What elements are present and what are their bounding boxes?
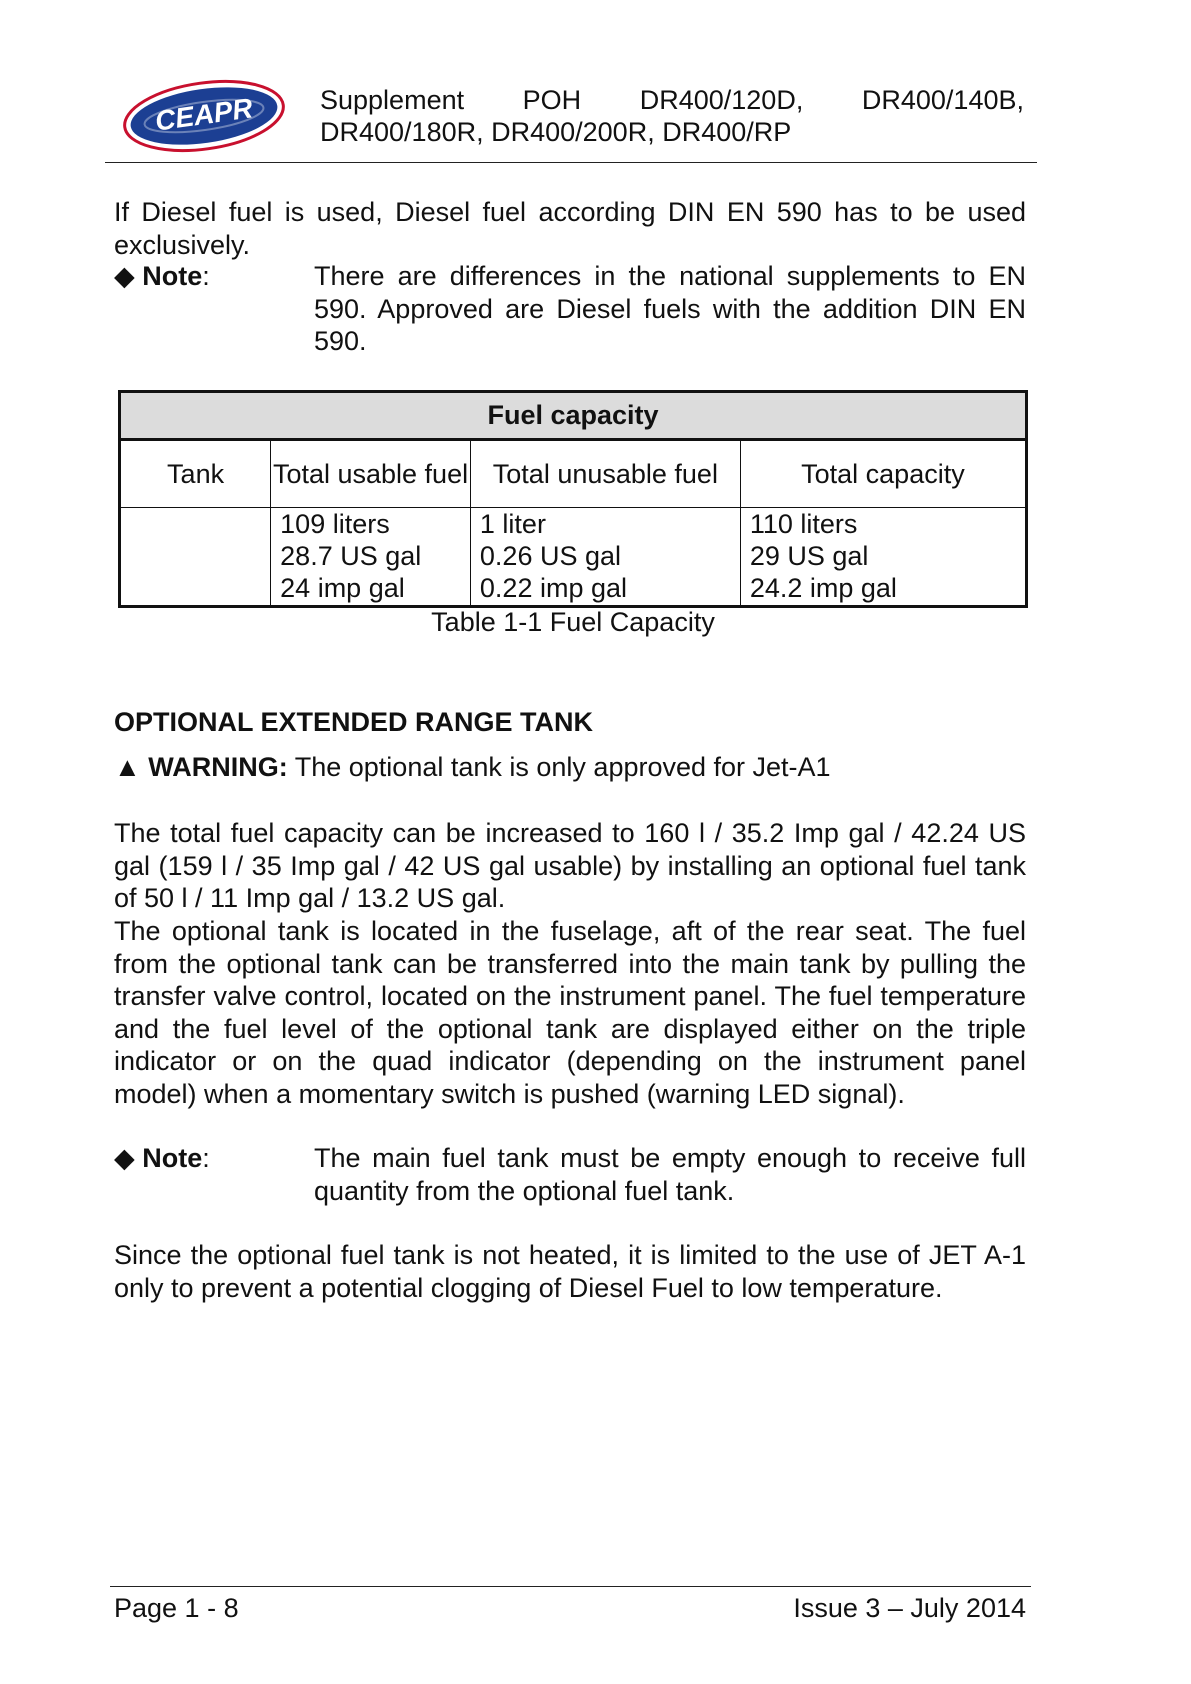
diamond-icon: ◆ bbox=[114, 261, 135, 291]
column-header-tank: Tank bbox=[120, 440, 271, 508]
location-paragraph: The optional tank is located in the fuselage, aft of the rear seat. The fuel from the optional tank can be transferred into the main tank by pulling the transfer valve control, located on the instrument panel. The fuel temperature and the fuel level of the optional tank are displayed either on the triple indicator or on the quad indicator (depending on the instrument panel model) when a momentary switch is pushed (warning LED signal). bbox=[114, 916, 1026, 1109]
value-line: 110 liters bbox=[749, 509, 858, 539]
diamond-icon: ◆ bbox=[114, 1143, 135, 1173]
cell-usable bbox=[271, 508, 471, 607]
warning-label: WARNING: bbox=[148, 752, 288, 782]
header-divider bbox=[105, 162, 1037, 163]
page-number: Page 1 - 8 bbox=[114, 1593, 239, 1623]
note-text: The main fuel tank must be empty enough to receive full quantity from the optional fuel tank. bbox=[314, 1143, 1026, 1206]
value-line: 28.7 US gal bbox=[280, 541, 422, 571]
table-caption: Table 1-1 Fuel Capacity bbox=[431, 607, 715, 637]
note-label-text: Note bbox=[142, 261, 203, 291]
header-word: DR400/120D, bbox=[639, 85, 804, 115]
section-title: OPTIONAL EXTENDED RANGE TANK bbox=[114, 707, 594, 737]
diesel-paragraph: If Diesel fuel is used, Diesel fuel according DIN EN 590 has to be used exclusively. bbox=[114, 197, 1026, 260]
header-word: POH bbox=[522, 85, 582, 115]
note-colon: : bbox=[202, 1143, 210, 1173]
value-line: 0.22 imp gal bbox=[479, 573, 627, 603]
value-line: 1 liter bbox=[479, 509, 546, 539]
issue-date: Issue 3 – July 2014 bbox=[793, 1593, 1026, 1623]
note-colon: : bbox=[202, 261, 210, 291]
note-label bbox=[114, 1142, 210, 1175]
value-line: 0.26 US gal bbox=[479, 541, 621, 571]
header-title-line1 bbox=[320, 84, 1024, 116]
note-text: There are differences in the national supplements to EN 590. Approved are Diesel fuels with the addition DIN EN 590. bbox=[314, 261, 1026, 356]
note-label bbox=[114, 260, 210, 293]
footer-divider bbox=[110, 1586, 1031, 1587]
value-line: 24.2 imp gal bbox=[749, 573, 897, 603]
table-title: Fuel capacity bbox=[120, 392, 1027, 440]
header-word: DR400/140B, bbox=[861, 85, 1024, 115]
ceapr-logo bbox=[120, 78, 288, 154]
column-header-usable: Total usable fuel bbox=[271, 440, 471, 508]
value-line: 29 US gal bbox=[749, 541, 869, 571]
column-header-capacity: Total capacity bbox=[740, 440, 1026, 508]
header-word: Supplement bbox=[320, 85, 465, 115]
warning-line bbox=[114, 752, 831, 783]
cell-unusable bbox=[470, 508, 740, 607]
warning-triangle-icon: ▲ bbox=[114, 752, 141, 782]
fuel-capacity-table bbox=[118, 390, 1028, 608]
value-line: 109 liters bbox=[280, 509, 390, 539]
value-line: 24 imp gal bbox=[280, 573, 405, 603]
note-label-text: Note bbox=[142, 1143, 203, 1173]
cell-tank bbox=[120, 508, 271, 607]
logo-text: CEAPR bbox=[153, 92, 255, 137]
limitation-paragraph: Since the optional fuel tank is not heated, it is limited to the use of JET A-1 only to prevent a potential clogging of Diesel Fuel to low temperature. bbox=[114, 1240, 1026, 1303]
warning-text: The optional tank is only approved for Jet-A1 bbox=[294, 752, 831, 782]
header-title-line2: DR400/180R, DR400/200R, DR400/RP bbox=[320, 117, 792, 147]
column-header-unusable: Total unusable fuel bbox=[470, 440, 740, 508]
capacity-paragraph: The total fuel capacity can be increased to 160 l / 35.2 Imp gal / 42.24 US gal (159 l / 35 Imp gal / 42 US gal usable) by installing an optional fuel tank of 50 l / 11 Imp gal / 13.2 US gal. bbox=[114, 818, 1026, 913]
cell-capacity bbox=[740, 508, 1026, 607]
